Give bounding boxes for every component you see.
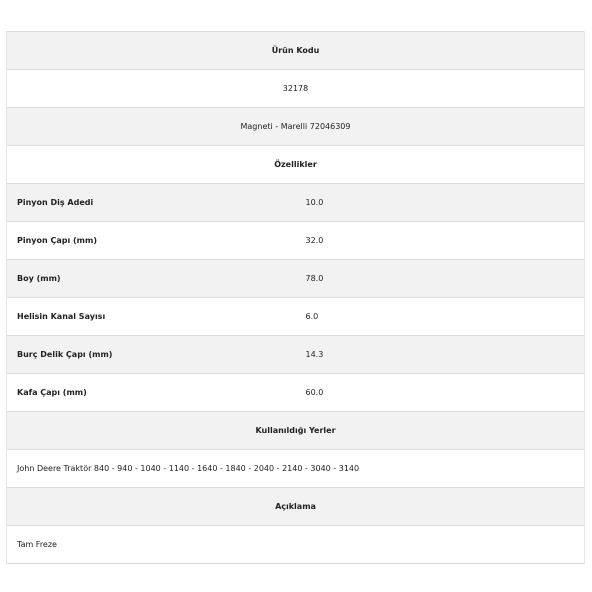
feature-row (7, 374, 585, 412)
feature-value: 32.0 (296, 222, 585, 260)
feature-label: Helisin Kanal Sayısı (7, 298, 296, 336)
feature-label: Kafa Çapı (mm) (7, 374, 296, 412)
feature-value: 14.3 (296, 336, 585, 374)
usage-header: Kullanıldığı Yerler (7, 412, 585, 450)
feature-label: Pinyon Diş Adedi (7, 184, 296, 222)
feature-row (7, 336, 585, 374)
feature-value: 6.0 (296, 298, 585, 336)
feature-value: 10.0 (296, 184, 585, 222)
feature-row (7, 298, 585, 336)
product-code-header-row (7, 32, 585, 70)
feature-row (7, 222, 585, 260)
usage-header-row (7, 412, 585, 450)
oem-code-value: Magneti - Marelli 72046309 (7, 108, 585, 146)
description-header-row (7, 488, 585, 526)
feature-value: 78.0 (296, 260, 585, 298)
feature-label: Pinyon Çapı (mm) (7, 222, 296, 260)
description-header: Açıklama (7, 488, 585, 526)
description-value: Tam Freze (7, 526, 585, 564)
feature-label: Boy (mm) (7, 260, 296, 298)
usage-row (7, 450, 585, 488)
feature-row (7, 260, 585, 298)
feature-row (7, 184, 585, 222)
feature-label: Burç Delik Çapı (mm) (7, 336, 296, 374)
feature-value: 60.0 (296, 374, 585, 412)
product-code-row (7, 70, 585, 108)
usage-value: John Deere Traktör 840 - 940 - 1040 - 1140 - 1640 - 1840 - 2040 - 2140 - 3040 - 3140 (7, 450, 585, 488)
oem-code-row (7, 108, 585, 146)
features-header: Özellikler (7, 146, 585, 184)
product-code-header: Ürün Kodu (7, 32, 585, 70)
product-spec-table (6, 31, 585, 564)
description-row (7, 526, 585, 564)
product-code-value: 32178 (7, 70, 585, 108)
features-header-row (7, 146, 585, 184)
